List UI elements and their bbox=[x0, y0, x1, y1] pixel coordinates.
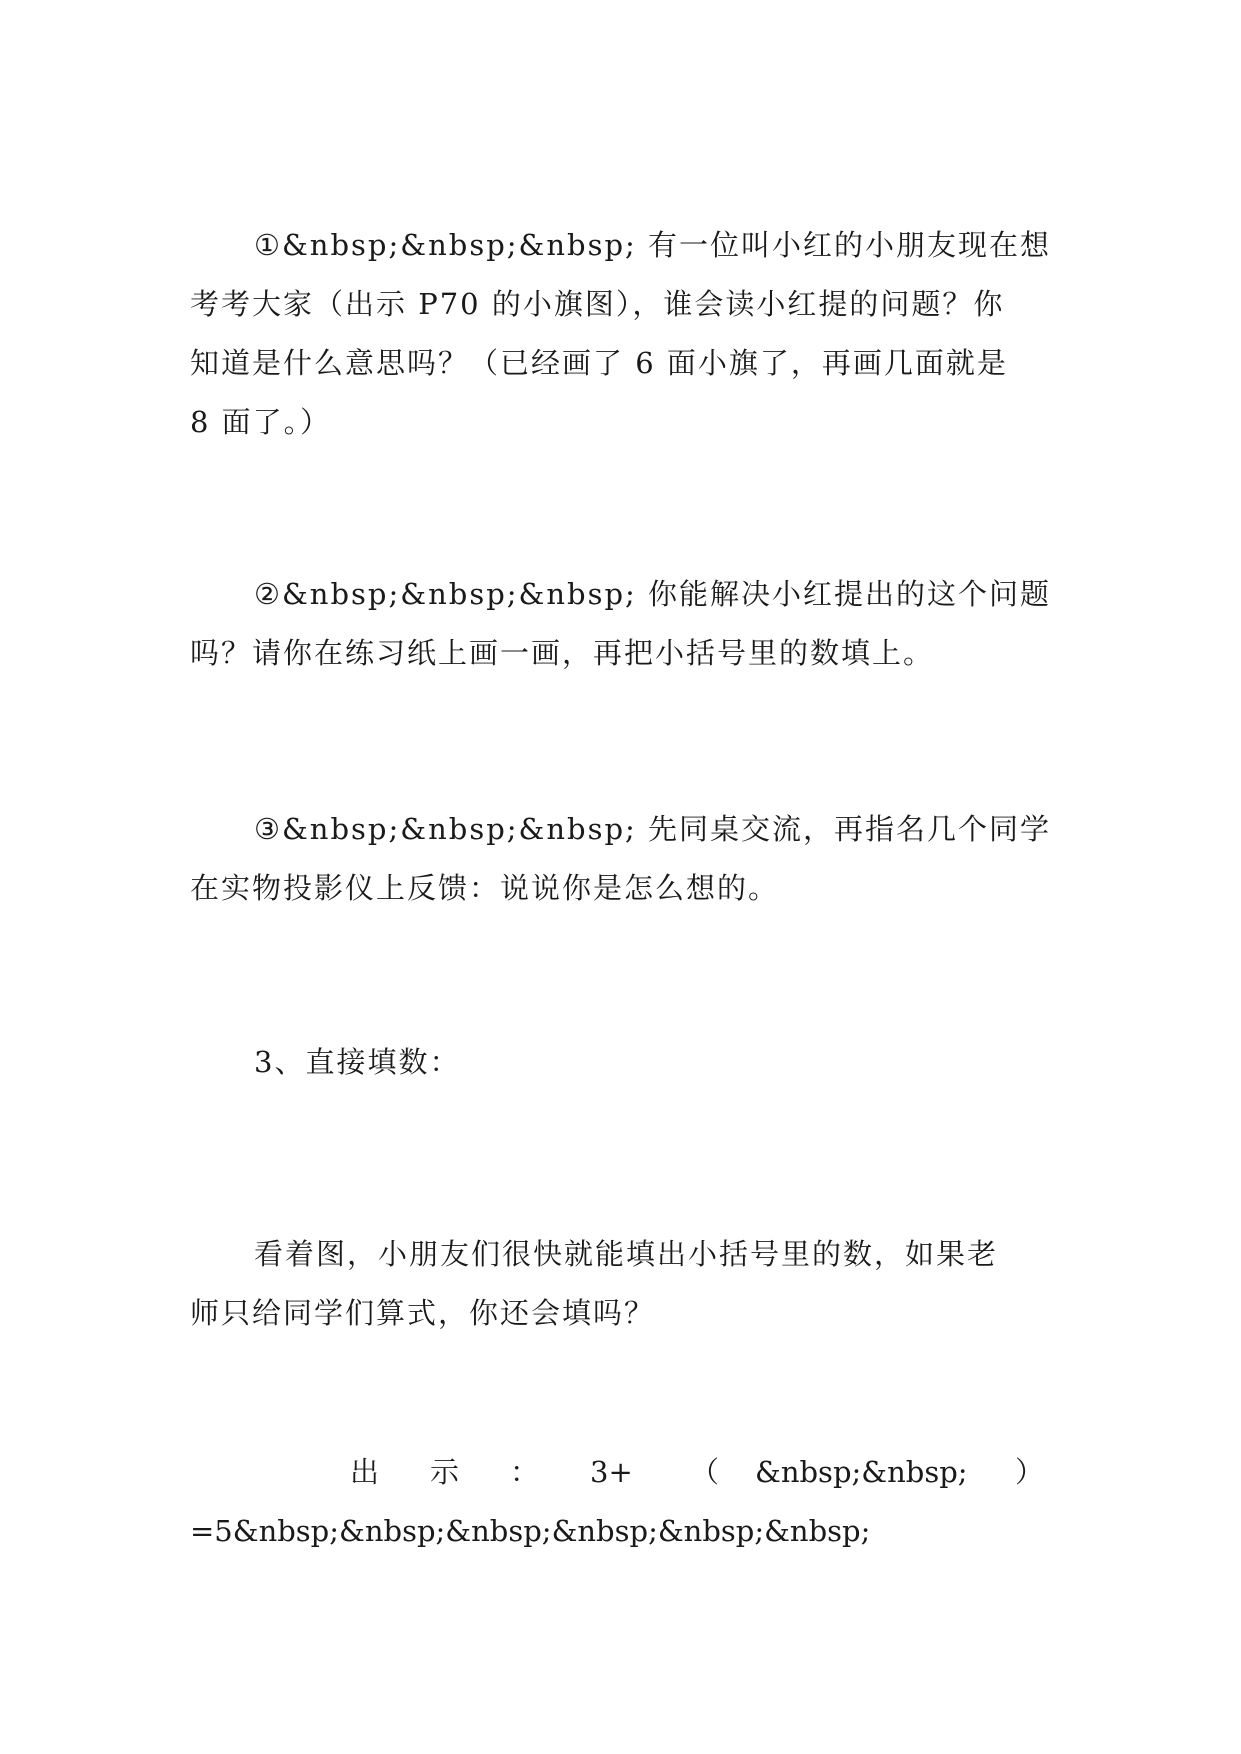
equation-expression: 3+ bbox=[590, 1455, 633, 1489]
paragraph-5 bbox=[190, 1225, 1060, 1343]
paragraph-1 bbox=[190, 216, 1060, 452]
paragraph-2 bbox=[190, 565, 1060, 683]
show-label-1: 出 bbox=[350, 1455, 380, 1489]
paragraph-line: 吗？请你在练习纸上画一画，再把小括号里的数填上。 bbox=[190, 636, 935, 670]
show-equation-row bbox=[190, 1443, 1060, 1502]
paragraph-line: 看着图，小朋友们很快就能填出小括号里的数，如果老 bbox=[254, 1237, 999, 1271]
paragraph-3 bbox=[190, 800, 1060, 918]
equation-blank: &nbsp;&nbsp; bbox=[755, 1455, 968, 1489]
show-colon: ： bbox=[510, 1455, 540, 1489]
open-paren: （ bbox=[690, 1455, 720, 1489]
paragraph-line: 在实物投影仪上反馈：说说你是怎么想的。 bbox=[190, 871, 780, 905]
paragraph-line: 3、直接填数： bbox=[254, 1045, 461, 1079]
paragraph-line: 8 面了。） bbox=[190, 405, 332, 439]
paragraph-line: ①&nbsp;&nbsp;&nbsp; 有一位叫小红的小朋友现在想 bbox=[254, 228, 1052, 262]
paragraph-line: ②&nbsp;&nbsp;&nbsp; 你能解决小红提出的这个问题 bbox=[254, 577, 1052, 611]
paragraph-line: 知道是什么意思吗？（已经画了 6 面小旗了，再画几面就是 bbox=[190, 346, 1008, 380]
equation-result: =5&nbsp;&nbsp;&nbsp;&nbsp;&nbsp;&nbsp; bbox=[190, 1514, 871, 1548]
show-label-2: 示 bbox=[430, 1455, 460, 1489]
paragraph-line: 师只给同学们算式，你还会填吗？ bbox=[190, 1296, 656, 1330]
paragraph-line: 考考大家（出示 P70 的小旗图），谁会读小红提的问题？你 bbox=[190, 287, 1005, 321]
close-paren: ） bbox=[1015, 1455, 1045, 1489]
section-heading bbox=[190, 1033, 1060, 1092]
paragraph-line: ③&nbsp;&nbsp;&nbsp; 先同桌交流，再指名几个同学 bbox=[254, 812, 1052, 846]
